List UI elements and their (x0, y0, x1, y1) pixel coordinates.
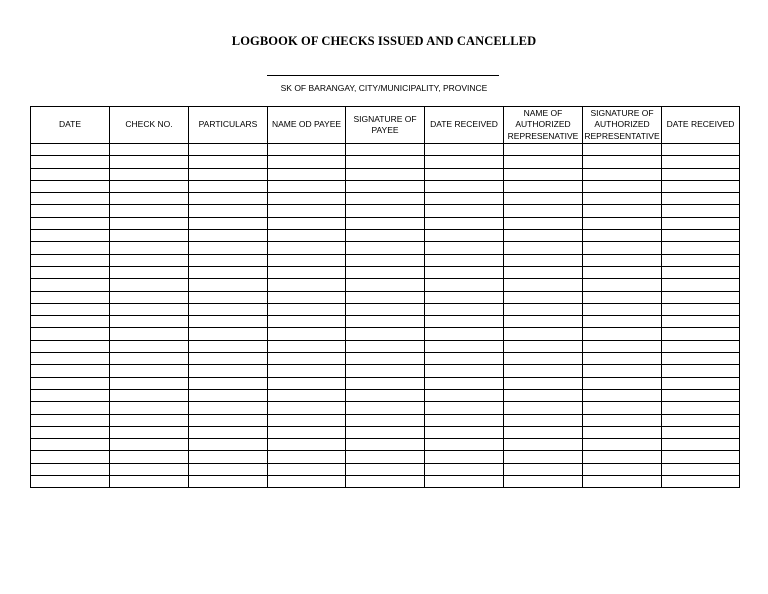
table-cell[interactable] (504, 316, 583, 328)
table-cell[interactable] (31, 365, 110, 377)
table-cell[interactable] (110, 365, 189, 377)
table-cell[interactable] (31, 389, 110, 401)
table-cell[interactable] (31, 291, 110, 303)
table-row (31, 389, 740, 401)
table-row (31, 439, 740, 451)
table-cell[interactable] (425, 463, 504, 475)
table-row (31, 230, 740, 242)
table-cell[interactable] (31, 217, 110, 229)
table-cell[interactable] (425, 414, 504, 426)
table-cell[interactable] (346, 144, 425, 156)
table-cell[interactable] (189, 168, 268, 180)
table-cell[interactable] (583, 180, 662, 192)
table-cell[interactable] (346, 328, 425, 340)
table-cell[interactable] (662, 168, 740, 180)
table-cell[interactable] (346, 414, 425, 426)
table-cell[interactable] (31, 279, 110, 291)
table-cell[interactable] (425, 254, 504, 266)
table-cell[interactable] (583, 439, 662, 451)
table-row (31, 340, 740, 352)
table-cell[interactable] (189, 156, 268, 168)
table-cell[interactable] (583, 377, 662, 389)
table-cell[interactable] (425, 365, 504, 377)
table-row (31, 168, 740, 180)
table-cell[interactable] (583, 303, 662, 315)
table-row (31, 365, 740, 377)
table-cell[interactable] (110, 168, 189, 180)
table-cell[interactable] (504, 353, 583, 365)
table-cell[interactable] (583, 254, 662, 266)
table-cell[interactable] (583, 353, 662, 365)
table-cell[interactable] (346, 193, 425, 205)
table-cell[interactable] (31, 316, 110, 328)
table-cell[interactable] (662, 389, 740, 401)
table-row (31, 316, 740, 328)
table-cell[interactable] (31, 353, 110, 365)
table-cell[interactable] (662, 266, 740, 278)
table-cell[interactable] (110, 328, 189, 340)
table-cell[interactable] (583, 279, 662, 291)
table-cell[interactable] (346, 303, 425, 315)
table-cell[interactable] (504, 328, 583, 340)
table-cell[interactable] (268, 439, 346, 451)
table-cell[interactable] (662, 254, 740, 266)
table-cell[interactable] (268, 353, 346, 365)
table-cell[interactable] (583, 426, 662, 438)
table-cell[interactable] (346, 451, 425, 463)
table-row (31, 144, 740, 156)
table-cell[interactable] (189, 242, 268, 254)
table-cell[interactable] (583, 230, 662, 242)
table-cell[interactable] (504, 463, 583, 475)
table-cell[interactable] (268, 316, 346, 328)
table-cell[interactable] (31, 463, 110, 475)
table-cell[interactable] (425, 217, 504, 229)
column-header-date-received: DATE RECEIVED (425, 107, 504, 144)
table-cell[interactable] (31, 328, 110, 340)
document-subtitle: SK OF BARANGAY, CITY/MUNICIPALITY, PROVINCE (280, 83, 488, 93)
table-cell[interactable] (425, 266, 504, 278)
table-cell[interactable] (110, 316, 189, 328)
column-header-representative-date-received: DATE RECEIVED (662, 107, 740, 144)
table-row (31, 254, 740, 266)
table-cell[interactable] (425, 439, 504, 451)
table-cell[interactable] (268, 217, 346, 229)
table-row (31, 279, 740, 291)
table-cell[interactable] (662, 426, 740, 438)
table-cell[interactable] (346, 168, 425, 180)
table-cell[interactable] (110, 279, 189, 291)
table-cell[interactable] (346, 291, 425, 303)
table-cell[interactable] (662, 180, 740, 192)
table-cell[interactable] (662, 217, 740, 229)
table-cell[interactable] (31, 254, 110, 266)
table-cell[interactable] (31, 439, 110, 451)
table-row (31, 242, 740, 254)
table-header-row (31, 107, 740, 144)
table-cell[interactable] (504, 242, 583, 254)
table-row (31, 205, 740, 217)
table-cell[interactable] (662, 353, 740, 365)
table-cell[interactable] (31, 144, 110, 156)
table-cell[interactable] (504, 168, 583, 180)
table-cell[interactable] (662, 316, 740, 328)
table-cell[interactable] (110, 180, 189, 192)
table-cell[interactable] (583, 242, 662, 254)
table-cell[interactable] (189, 328, 268, 340)
table-cell[interactable] (504, 193, 583, 205)
table-cell[interactable] (583, 291, 662, 303)
table-cell[interactable] (425, 168, 504, 180)
table-cell[interactable] (268, 451, 346, 463)
table-cell[interactable] (346, 242, 425, 254)
table-cell[interactable] (346, 389, 425, 401)
table-cell[interactable] (268, 266, 346, 278)
table-row (31, 463, 740, 475)
table-cell[interactable] (268, 230, 346, 242)
table-cell[interactable] (31, 266, 110, 278)
table-cell[interactable] (662, 328, 740, 340)
table-cell[interactable] (346, 180, 425, 192)
table-cell[interactable] (425, 180, 504, 192)
table-row (31, 414, 740, 426)
table-cell[interactable] (346, 377, 425, 389)
table-cell[interactable] (31, 230, 110, 242)
table-cell[interactable] (504, 426, 583, 438)
table-cell[interactable] (31, 377, 110, 389)
table-cell[interactable] (189, 340, 268, 352)
table-cell[interactable] (583, 476, 662, 488)
table-cell[interactable] (189, 476, 268, 488)
table-cell[interactable] (583, 389, 662, 401)
table-cell[interactable] (31, 205, 110, 217)
table-cell[interactable] (268, 426, 346, 438)
table-cell[interactable] (504, 340, 583, 352)
table-cell[interactable] (189, 230, 268, 242)
table-cell[interactable] (268, 144, 346, 156)
table-cell[interactable] (425, 389, 504, 401)
table-row (31, 156, 740, 168)
table-cell[interactable] (425, 193, 504, 205)
table-cell[interactable] (189, 217, 268, 229)
table-cell[interactable] (662, 144, 740, 156)
table-cell[interactable] (425, 402, 504, 414)
column-header-date: DATE (31, 107, 110, 144)
table-cell[interactable] (268, 180, 346, 192)
table-cell[interactable] (583, 168, 662, 180)
table-row (31, 328, 740, 340)
table-cell[interactable] (31, 340, 110, 352)
table-cell[interactable] (31, 402, 110, 414)
table-cell[interactable] (110, 205, 189, 217)
table-cell[interactable] (504, 266, 583, 278)
table-cell[interactable] (346, 156, 425, 168)
table-cell[interactable] (110, 242, 189, 254)
table-cell[interactable] (504, 291, 583, 303)
table-cell[interactable] (189, 439, 268, 451)
table-cell[interactable] (583, 266, 662, 278)
table-cell[interactable] (189, 426, 268, 438)
table-cell[interactable] (662, 279, 740, 291)
table-cell[interactable] (189, 414, 268, 426)
table-cell[interactable] (504, 451, 583, 463)
table-cell[interactable] (189, 266, 268, 278)
table-row (31, 402, 740, 414)
table-cell[interactable] (425, 353, 504, 365)
table-cell[interactable] (504, 476, 583, 488)
table-cell[interactable] (583, 365, 662, 377)
table-row (31, 180, 740, 192)
column-header-payee-signature: SIGNATURE OF PAYEE (346, 107, 425, 144)
column-header-representative-name: NAME OF AUTHORIZED REPRESENATIVE (504, 107, 583, 144)
table-cell[interactable] (583, 193, 662, 205)
table-cell[interactable] (425, 205, 504, 217)
table-cell[interactable] (346, 266, 425, 278)
table-cell[interactable] (346, 205, 425, 217)
table-cell[interactable] (189, 365, 268, 377)
table-cell[interactable] (346, 340, 425, 352)
table-cell[interactable] (110, 340, 189, 352)
table-cell[interactable] (268, 365, 346, 377)
table-cell[interactable] (504, 389, 583, 401)
table-cell[interactable] (268, 476, 346, 488)
table-cell[interactable] (504, 414, 583, 426)
logbook-table (30, 106, 740, 488)
table-cell[interactable] (504, 217, 583, 229)
table-cell[interactable] (504, 377, 583, 389)
table-cell[interactable] (31, 242, 110, 254)
table-cell[interactable] (346, 476, 425, 488)
signature-line (267, 75, 499, 76)
table-cell[interactable] (189, 389, 268, 401)
table-cell[interactable] (583, 144, 662, 156)
table-cell[interactable] (662, 156, 740, 168)
table-cell[interactable] (425, 476, 504, 488)
table-cell[interactable] (110, 389, 189, 401)
table-row (31, 291, 740, 303)
table-cell[interactable] (425, 279, 504, 291)
table-cell[interactable] (346, 230, 425, 242)
table-cell[interactable] (504, 439, 583, 451)
table-cell[interactable] (583, 316, 662, 328)
table-cell[interactable] (189, 279, 268, 291)
table-cell[interactable] (346, 279, 425, 291)
table-cell[interactable] (583, 414, 662, 426)
table-cell[interactable] (662, 377, 740, 389)
table-row (31, 193, 740, 205)
table-cell[interactable] (268, 303, 346, 315)
table-cell[interactable] (662, 439, 740, 451)
table-cell[interactable] (189, 303, 268, 315)
column-header-representative-signature: SIGNATURE OF AUTHORIZED REPRESENTATIVE (583, 107, 662, 144)
table-cell[interactable] (662, 451, 740, 463)
table-cell[interactable] (31, 156, 110, 168)
table-cell[interactable] (346, 254, 425, 266)
table-cell[interactable] (110, 217, 189, 229)
table-row (31, 451, 740, 463)
table-cell[interactable] (346, 316, 425, 328)
table-cell[interactable] (346, 217, 425, 229)
table-cell[interactable] (583, 402, 662, 414)
table-cell[interactable] (583, 463, 662, 475)
table-row (31, 303, 740, 315)
table-cell[interactable] (189, 205, 268, 217)
table-cell[interactable] (504, 156, 583, 168)
table-cell[interactable] (268, 242, 346, 254)
table-cell[interactable] (504, 402, 583, 414)
table-cell[interactable] (31, 180, 110, 192)
table-cell[interactable] (425, 340, 504, 352)
table-cell[interactable] (425, 156, 504, 168)
table-cell[interactable] (425, 451, 504, 463)
table-cell[interactable] (31, 451, 110, 463)
table-cell[interactable] (110, 414, 189, 426)
column-header-particulars: PARTICULARS (189, 107, 268, 144)
table-cell[interactable] (189, 463, 268, 475)
table-cell[interactable] (583, 205, 662, 217)
table-cell[interactable] (31, 476, 110, 488)
table-cell[interactable] (583, 340, 662, 352)
table-cell[interactable] (425, 291, 504, 303)
table-cell[interactable] (268, 168, 346, 180)
table-cell[interactable] (346, 365, 425, 377)
table-cell[interactable] (425, 144, 504, 156)
table-cell[interactable] (662, 402, 740, 414)
table-cell[interactable] (662, 291, 740, 303)
table-cell[interactable] (662, 463, 740, 475)
table-row (31, 377, 740, 389)
table-cell[interactable] (268, 193, 346, 205)
table-cell[interactable] (110, 144, 189, 156)
table-cell[interactable] (189, 144, 268, 156)
column-header-check-no: CHECK NO. (110, 107, 189, 144)
table-cell[interactable] (268, 340, 346, 352)
table-cell[interactable] (268, 254, 346, 266)
document-title: LOGBOOK OF CHECKS ISSUED AND CANCELLED (231, 34, 537, 48)
table-cell[interactable] (110, 476, 189, 488)
table-row (31, 353, 740, 365)
table-cell[interactable] (268, 328, 346, 340)
table-cell[interactable] (662, 230, 740, 242)
table-cell[interactable] (425, 426, 504, 438)
table-cell[interactable] (189, 193, 268, 205)
table-cell[interactable] (425, 328, 504, 340)
table-cell[interactable] (189, 353, 268, 365)
table-cell[interactable] (662, 205, 740, 217)
table-cell[interactable] (504, 254, 583, 266)
table-body (31, 144, 740, 488)
table-cell[interactable] (346, 353, 425, 365)
table-row (31, 266, 740, 278)
column-header-payee-name: NAME OD PAYEE (268, 107, 346, 144)
table-cell[interactable] (189, 377, 268, 389)
table-cell[interactable] (268, 377, 346, 389)
table-cell[interactable] (110, 230, 189, 242)
table-cell[interactable] (189, 254, 268, 266)
table-cell[interactable] (346, 426, 425, 438)
table-cell[interactable] (110, 426, 189, 438)
table-cell[interactable] (346, 463, 425, 475)
table-cell[interactable] (268, 205, 346, 217)
table-cell[interactable] (583, 328, 662, 340)
table-cell[interactable] (425, 230, 504, 242)
table-cell[interactable] (268, 389, 346, 401)
table-cell[interactable] (504, 279, 583, 291)
table-cell[interactable] (110, 353, 189, 365)
table-cell[interactable] (268, 279, 346, 291)
table-cell[interactable] (189, 451, 268, 463)
table-cell[interactable] (504, 205, 583, 217)
table-cell[interactable] (110, 156, 189, 168)
table-cell[interactable] (110, 402, 189, 414)
table-cell[interactable] (110, 303, 189, 315)
table-cell[interactable] (504, 230, 583, 242)
table-cell[interactable] (110, 451, 189, 463)
table-cell[interactable] (504, 303, 583, 315)
table-cell[interactable] (504, 180, 583, 192)
table-cell[interactable] (662, 303, 740, 315)
table-cell[interactable] (662, 340, 740, 352)
table-cell[interactable] (662, 242, 740, 254)
table-cell[interactable] (110, 377, 189, 389)
table-cell[interactable] (504, 365, 583, 377)
table-cell[interactable] (504, 144, 583, 156)
table-row (31, 476, 740, 488)
table-cell[interactable] (31, 193, 110, 205)
table-row (31, 217, 740, 229)
table-cell[interactable] (189, 291, 268, 303)
table-cell[interactable] (189, 180, 268, 192)
table-cell[interactable] (110, 439, 189, 451)
table-cell[interactable] (425, 303, 504, 315)
table-cell[interactable] (583, 217, 662, 229)
table-cell[interactable] (662, 193, 740, 205)
table-cell[interactable] (110, 193, 189, 205)
table-cell[interactable] (268, 156, 346, 168)
table-cell[interactable] (425, 242, 504, 254)
table-cell[interactable] (346, 402, 425, 414)
table-cell[interactable] (189, 316, 268, 328)
table-cell[interactable] (662, 476, 740, 488)
table-cell[interactable] (268, 414, 346, 426)
table-cell[interactable] (268, 291, 346, 303)
table-cell[interactable] (583, 451, 662, 463)
table-row (31, 426, 740, 438)
table-cell[interactable] (110, 266, 189, 278)
table-cell[interactable] (31, 303, 110, 315)
table-cell[interactable] (31, 414, 110, 426)
table-cell[interactable] (268, 402, 346, 414)
table-cell[interactable] (110, 463, 189, 475)
table-cell[interactable] (425, 377, 504, 389)
table-cell[interactable] (189, 402, 268, 414)
table-cell[interactable] (346, 439, 425, 451)
table-cell[interactable] (110, 254, 189, 266)
table-cell[interactable] (662, 365, 740, 377)
table-cell[interactable] (110, 291, 189, 303)
table-cell[interactable] (268, 463, 346, 475)
table-cell[interactable] (662, 414, 740, 426)
table-cell[interactable] (31, 426, 110, 438)
table-cell[interactable] (425, 316, 504, 328)
table-cell[interactable] (583, 156, 662, 168)
table-cell[interactable] (31, 168, 110, 180)
